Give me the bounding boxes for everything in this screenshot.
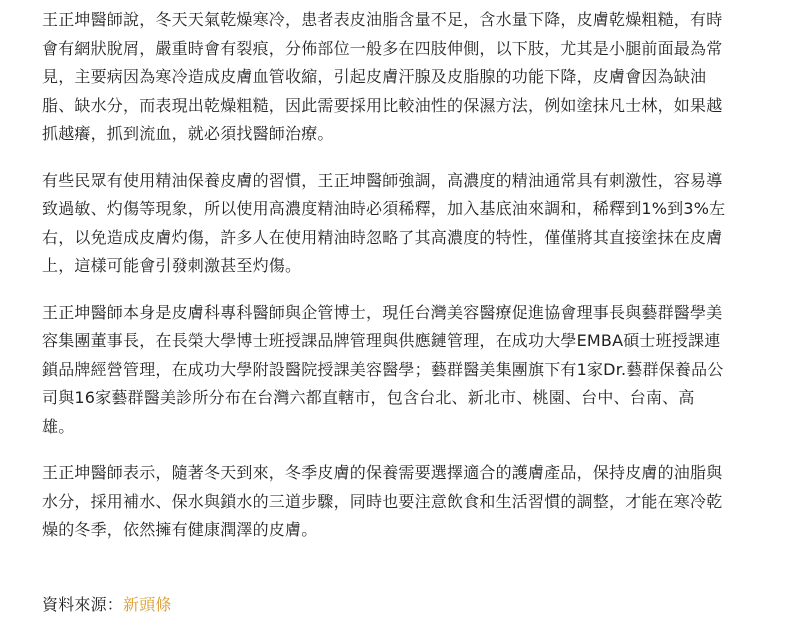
source-line [42,563,774,620]
article-paragraph-4: 王正坤醫師表示，隨著冬天到來，冬季皮膚的保養需要選擇適合的護膚產品，保持皮膚的油脂與 水分，採用補水、保水與鎖水的三道步驟，同時也要注意飲食和生活習慣的調整，才能在寒冷乾 燥的冬季，依然擁有健康潤澤的皮膚。 [42,463,723,539]
source-label: 資料來源： [42,595,124,614]
source-link[interactable]: 新頭條 [123,595,172,614]
article-paragraph-3: 王正坤醫師本身是皮膚科專科醫師與企管博士，現任台灣美容醫療促進協會理事長與藝群醫學美 容集團董事長，在長榮大學博士班授課品牌管理與供應鏈管理，在成功大學EMBA碩士班授課連 鎖品牌經營管理，在成功大學附設醫院授課美容醫學；藝群醫美集團旗下有1家Dr.藝群保養品公 司與16家藝群醫美診所分布在台灣六都直轄市，包含台北、新北市、桃園、台中、台南、高 雄。 [42,302,724,436]
article-paragraph-1: 王正坤醫師說，冬天天氣乾燥寒冷，患者表皮油脂含量不足，含水量下降，皮膚乾燥粗糙，有時 會有網狀脫屑，嚴重時會有裂痕，分佈部位一般多在四肢伸側，以下肢，尤其是小腿前面最為常 見，主要病因為寒冷造成皮膚血管收縮，引起皮膚汗腺及皮脂腺的功能下降，皮膚會因為缺油 脂、缺水分，而表現出乾燥粗糙，因此需要採用比較油性的保濕方法，例如塗抹凡士林，如果越 抓越癢，抓到流血，就必須找醫師治療。 [42,10,723,143]
article-body [42,6,774,638]
article-paragraph-2: 有些民眾有使用精油保養皮膚的習慣，王正坤醫師強調，高濃度的精油通常具有刺激性，容易導 致過敏、灼傷等現象，所以使用高濃度精油時必須稀釋，加入基底油來調和，稀釋到1%到3%左 右，以免造成皮膚灼傷，許多人在使用精油時忽略了其高濃度的特性，僅僅將其直接塗抹在皮膚 上，這樣可能會引發刺激甚至灼傷。 [42,170,726,275]
